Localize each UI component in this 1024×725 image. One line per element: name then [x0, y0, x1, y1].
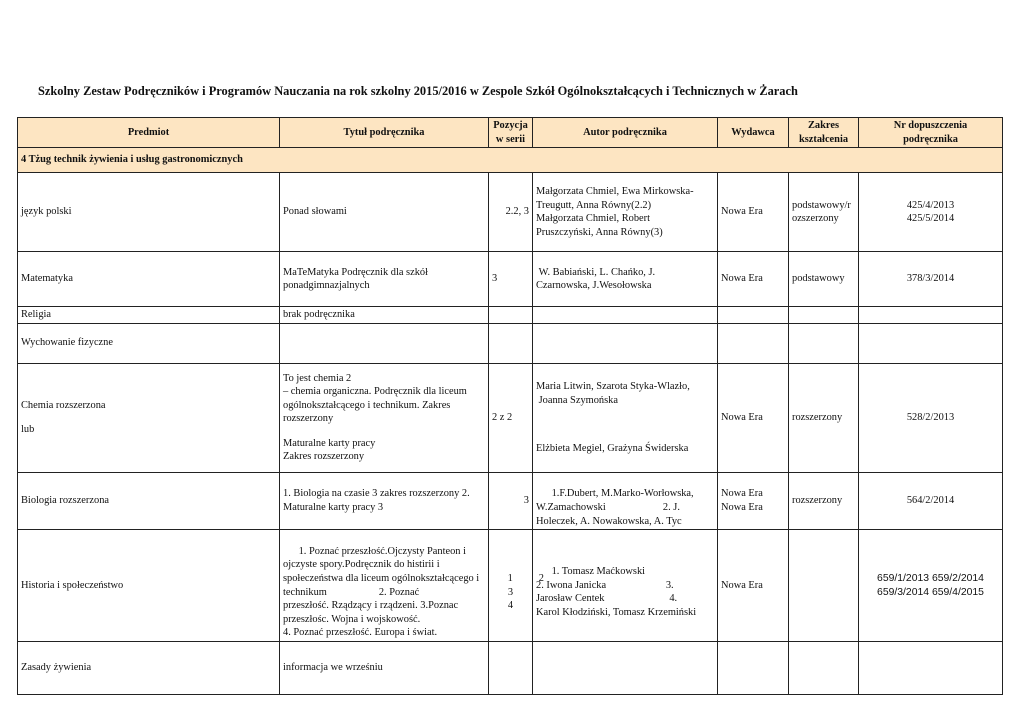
author-line: Holeczek, A. Nowakowska, A. Tyc — [536, 515, 682, 527]
scope-cell: rozszerzony — [789, 472, 859, 529]
title-line: ponadgimnazjalnych — [283, 280, 370, 292]
author-cell — [533, 530, 718, 642]
publisher-line: Nowa Era — [721, 501, 763, 513]
subject-cell: Historia i społeczeństwo — [18, 530, 280, 642]
title-line: ojczyste spory.Podręcznik do histirii i — [283, 559, 440, 571]
subject-line: Chemia rozszerzona — [21, 399, 106, 411]
subject-cell: Zasady żywienia — [18, 641, 280, 694]
author-line: Joanna Szymońska — [538, 394, 618, 406]
table-row — [18, 530, 1003, 642]
author-cell — [533, 307, 718, 324]
author-line: Małgorzata Chmiel, Ewa Mirkowska- — [536, 186, 694, 197]
approval-number: 659/3/2014 659/4/2015 — [877, 586, 984, 598]
subject-cell: Wychowanie fizyczne — [18, 323, 280, 363]
title-line: Maturalne karty pracy — [283, 437, 376, 449]
table-row — [18, 307, 1003, 324]
page-title: Szkolny Zestaw Podręczników i Programów Nauczania na rok szkolny 2015/2016 w Zespole Szkół Ogólnokształcących i Technicznych w Żarach — [38, 84, 798, 98]
publisher-cell: Nowa Era — [718, 363, 789, 472]
title-cell — [280, 252, 489, 307]
scope-cell: podstawowy — [789, 252, 859, 307]
approval-number-cell: 528/2/2013 — [859, 363, 1003, 472]
title-line: społeczeństwa dla liceum ogólnokształcącego i — [283, 572, 480, 584]
position-line: 4 — [507, 600, 514, 612]
position-cell — [489, 323, 533, 363]
col-header-number-line2: podręcznika — [903, 133, 958, 145]
author-line: W. Babiański, L. Chańko, J. — [538, 266, 656, 278]
col-header-scope — [789, 118, 859, 148]
scope-cell — [789, 307, 859, 324]
title-cell: brak podręcznika — [280, 307, 489, 324]
publisher-line: Nowa Era — [721, 488, 763, 500]
title-cell — [280, 530, 489, 642]
publisher-cell — [718, 323, 789, 363]
col-header-publisher: Wydawca — [718, 118, 789, 148]
col-header-scope-line2: kształcenia — [798, 133, 849, 145]
approval-number: 425/5/2014 — [906, 213, 955, 225]
title-line: 4. Poznać przeszłość. Europa i świat. — [283, 627, 438, 639]
scope-line: ozszerzony — [792, 213, 839, 225]
position-line: 3 — [507, 586, 514, 598]
subject-cell: Matematyka — [18, 252, 280, 307]
table-row — [18, 252, 1003, 307]
section-row — [18, 148, 1003, 173]
author-cell — [533, 363, 718, 472]
author-cell — [533, 641, 718, 694]
col-header-title: Tytuł podręcznika — [280, 118, 489, 148]
subject-cell: Biologia rozszerzona — [18, 472, 280, 529]
approval-number: 425/4/2013 — [906, 199, 955, 211]
publisher-cell: Nowa Era — [718, 252, 789, 307]
author-cell — [533, 323, 718, 363]
position-cell — [489, 530, 544, 642]
scope-line: podstawowy/r — [792, 199, 851, 211]
publisher-cell — [718, 307, 789, 324]
title-cell: Ponad słowami — [280, 173, 489, 252]
title-line: MaTeMatyka Podręcznik dla szkół — [283, 266, 428, 278]
section-title: 4 Tżug technik żywienia i usług gastronomicznych — [18, 148, 1003, 173]
position-cell — [489, 641, 533, 694]
position-cell: 2 z 2 — [489, 363, 533, 472]
approval-number-cell — [859, 641, 1003, 694]
textbook-table — [17, 117, 1003, 695]
title-line: 1. Poznać przeszłość.Ojczysty Panteon i — [298, 545, 466, 557]
title-line: technikum 2. Poznać — [283, 586, 420, 598]
col-header-number-line1: Nr dopuszczenia — [893, 120, 968, 131]
scope-cell: rozszerzony — [789, 363, 859, 472]
title-cell — [280, 323, 489, 363]
author-line: W.Zamachowski 2. J. — [536, 501, 680, 513]
position-cell — [489, 307, 533, 324]
subject-line: lub — [21, 424, 35, 436]
subject-cell: Religia — [18, 307, 280, 324]
col-header-position-line1: Pozycja — [493, 120, 528, 131]
author-line: 2. Iwona Janicka 3. — [536, 579, 674, 591]
title-line: rozszerzony — [283, 413, 334, 425]
title-line: przeszłośc. Wojna i wojskowość. — [283, 613, 421, 625]
scope-cell — [789, 173, 859, 252]
title-cell: informacja we wrześniu — [280, 641, 489, 694]
author-line: Jarosław Centek 4. — [536, 593, 678, 605]
approval-number-cell — [859, 173, 1003, 252]
col-header-position-line2: w serii — [495, 133, 526, 145]
scope-cell — [789, 323, 859, 363]
approval-number-cell — [859, 323, 1003, 363]
title-line: To jest chemia 2 — [283, 372, 352, 384]
title-cell — [280, 363, 489, 472]
col-header-approval-number — [859, 118, 1003, 148]
approval-number-cell: 564/2/2014 — [859, 472, 1003, 529]
title-line: Zakres rozszerzony — [283, 451, 365, 463]
author-cell — [533, 252, 718, 307]
col-header-subject: Predmiot — [18, 118, 280, 148]
title-cell — [280, 472, 489, 529]
author-line: 1. Tomasz Maćkowski — [551, 566, 646, 578]
subject-cell: język polski — [18, 173, 280, 252]
table-row — [18, 363, 1003, 472]
author-cell — [533, 472, 718, 529]
scope-cell — [789, 530, 859, 642]
table-row — [18, 173, 1003, 252]
author-line: Maria Litwin, Szarota Styka-Wlazło, — [536, 381, 690, 393]
approval-number: 659/1/2013 659/2/2014 — [877, 572, 984, 584]
publisher-cell: Nowa Era — [718, 530, 789, 642]
title-line: Maturalne karty pracy 3 — [283, 501, 384, 513]
position-cell: 3 — [489, 252, 533, 307]
publisher-cell — [718, 472, 789, 529]
position-cell: 3 — [489, 472, 533, 529]
col-header-position — [489, 118, 533, 148]
publisher-cell — [718, 641, 789, 694]
table-row — [18, 641, 1003, 694]
publisher-cell: Nowa Era — [718, 173, 789, 252]
col-header-author: Autor podręcznika — [533, 118, 718, 148]
author-line: Małgorzata Chmiel, Robert — [536, 213, 650, 225]
title-line: ogólnokształcącego i technikum. Zakres — [283, 399, 451, 411]
author-line: Elżbieta Megiel, Grażyna Świderska — [536, 442, 689, 454]
approval-number-cell — [859, 307, 1003, 324]
scope-cell — [789, 641, 859, 694]
title-line: 1. Biologia na czasie 3 zakres rozszerzony 2. — [283, 488, 470, 500]
approval-number-cell: 378/3/2014 — [859, 252, 1003, 307]
table-row — [18, 323, 1003, 363]
author-line: Czarnowska, J.Wesołowska — [536, 280, 652, 292]
author-cell — [533, 173, 718, 252]
approval-number-cell — [859, 530, 1003, 642]
author-line: Karol Kłodziński, Tomasz Krzemiński — [536, 606, 697, 618]
title-line: – chemia organiczna. Podręcznik dla liceum — [283, 386, 467, 398]
table-row — [18, 472, 1003, 529]
author-line: Treugutt, Anna Równy(2.2) — [536, 199, 652, 211]
position-cell: 2.2, 3 — [489, 173, 533, 252]
author-line: Pruszczyński, Anna Równy(3) — [536, 226, 663, 238]
header-row — [18, 118, 1003, 148]
title-line: przeszłość. Rządzący i rządzeni. 3.Poznac — [283, 600, 459, 612]
position-line: 1 2 — [507, 572, 544, 584]
subject-cell — [18, 363, 280, 472]
author-line: 1.F.Dubert, M.Marko-Worłowska, — [551, 488, 694, 500]
col-header-scope-line1: Zakres — [808, 120, 839, 131]
